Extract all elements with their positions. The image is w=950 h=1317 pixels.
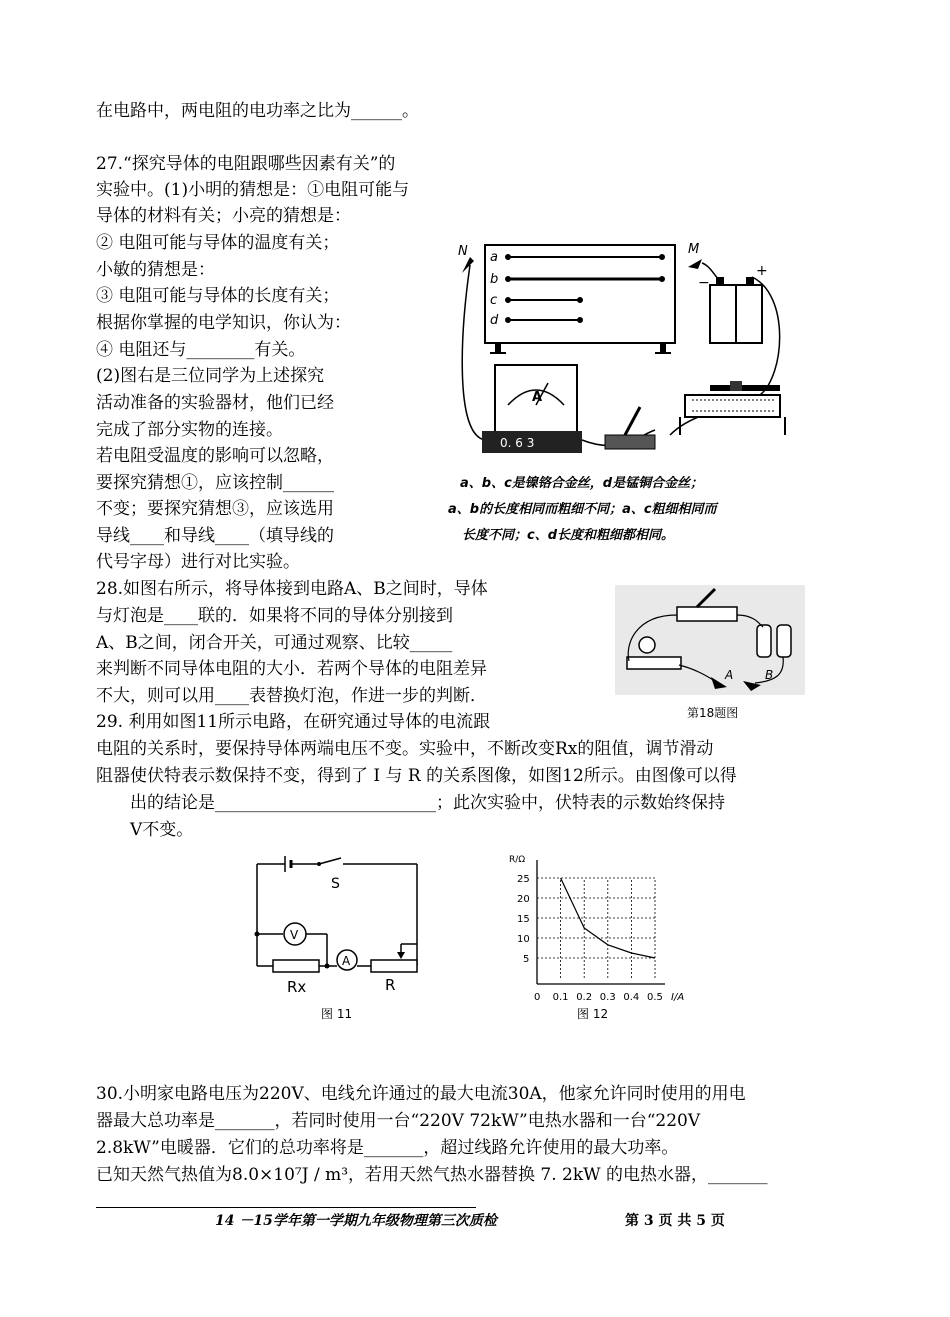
clip-label-m: M xyxy=(688,242,700,257)
x-tick-label: 0.4 xyxy=(623,992,640,1003)
figure-28-svg xyxy=(615,585,805,725)
ammeter-scale: 0. 6 3 xyxy=(500,436,535,450)
x-tick-label: 0.3 xyxy=(599,992,616,1003)
q30-line-3: 2.8kW”电暖器．它们的总功率将是_______，超过线路允许使用的最大功率。 xyxy=(96,1138,679,1158)
q28-line-2: 与灯泡是____联的．如果将不同的导体分别接到 xyxy=(96,606,453,626)
switch-blade xyxy=(319,858,341,864)
footer-rule xyxy=(96,1207,476,1208)
figure-28-circuit xyxy=(615,585,805,725)
q29-line-5: V不变。 xyxy=(130,820,194,840)
y-tick-label: 20 xyxy=(517,894,530,905)
clip-label-n: N xyxy=(458,244,468,259)
q27-line-15: 导线____和导线____（填导线的 xyxy=(96,526,334,546)
y-tick-label: 10 xyxy=(517,934,530,945)
q27-line-1: 27.“探究导体的电阻跟哪些因素有关”的 xyxy=(96,154,396,174)
q27-line-8: ④ 电阻还与________有关。 xyxy=(96,340,306,360)
q28-line-5: 不大，则可以用____表替换灯泡，作进一步的判断． xyxy=(96,686,487,706)
switch-label: S xyxy=(331,876,340,892)
wire-label-b: b xyxy=(490,272,499,287)
fig11-caption: 图 11 xyxy=(321,1007,353,1021)
wire-label-d: d xyxy=(490,313,499,328)
fig28-caption: 第18题图 xyxy=(687,706,739,720)
q28-line-1: 28.如图右所示，将导体接到电路A、B之间时，导体 xyxy=(96,579,488,599)
clip-n-icon xyxy=(462,257,474,273)
y-tick-label: 15 xyxy=(517,914,530,925)
rheostat-r xyxy=(371,960,417,972)
q27-line-16: 代号字母）进行对比实验。 xyxy=(96,552,300,572)
fig27-caption-3: 长度不同；c、d长度和粗细都相同。 xyxy=(462,528,675,543)
q27-line-10: 活动准备的实验器材，他们已经 xyxy=(96,393,334,413)
y-tick-label: 5 xyxy=(523,954,530,965)
x-tick-label: 0.5 xyxy=(647,992,663,1003)
q30-line-4: 已知天然气热值为8.0×10⁷J / m³，若用天然气热水器替换 7. 2kW 的电热水器，_______ xyxy=(96,1165,768,1185)
knife-switch-icon xyxy=(605,407,655,449)
y-axis-label: R/Ω xyxy=(509,855,526,865)
q30-line-2: 器最大总功率是_______，若同时使用一台“220V 72kW”电热水器和一台“220V xyxy=(96,1111,701,1131)
q27-line-11: 完成了部分实物的连接。 xyxy=(96,420,283,440)
q29-line-2: 电阻的关系时，要保持导体两端电压不变。实验中，不断改变Rx的阻值，调节滑动 xyxy=(96,739,714,759)
voltmeter-label: V xyxy=(290,928,299,942)
q29-line-1: 29. 利用如图11所示电路，在研究通过导体的电流跟 xyxy=(96,712,491,732)
clip-m-icon xyxy=(688,259,702,269)
r-label: R xyxy=(385,976,396,994)
figure-11-circuit xyxy=(245,848,435,1028)
fig28-label-a: A xyxy=(725,668,734,682)
fig27-caption-2: a、b的长度相同而粗细不同；a、c粗细相同而 xyxy=(448,502,717,517)
x-axis-label: I/A xyxy=(671,992,685,1003)
fig28-label-b: B xyxy=(765,668,774,682)
q27-line-2: 实验中。(1)小明的猜想是：①电阻可能与 xyxy=(96,180,410,200)
rheostat-icon xyxy=(680,381,785,435)
q27-line-4: ② 电阻可能与导体的温度有关； xyxy=(96,233,340,253)
text-line-0: 在电路中，两电阻的电功率之比为______。 xyxy=(96,101,419,121)
figure-27-svg xyxy=(440,235,820,555)
wire-label-a: a xyxy=(490,250,498,265)
wire-board xyxy=(485,245,675,343)
footer-title: 14 －15学年第一学期九年级物理第三次质检 xyxy=(215,1213,497,1229)
rx-label: Rx xyxy=(287,978,307,996)
resistor-rx xyxy=(273,960,319,972)
q27-line-12: 若电阻受温度的影响可以忽略， xyxy=(96,446,334,466)
svg-text:−: − xyxy=(698,275,710,291)
ammeter-label: A xyxy=(532,390,543,405)
q27-line-13: 要探究猜想①，应该控制______ xyxy=(96,473,334,493)
fig12-caption: 图 12 xyxy=(577,1007,609,1021)
figure-12-chart xyxy=(505,850,705,1030)
figure-27-apparatus xyxy=(440,235,820,555)
y-tick-label: 25 xyxy=(517,874,530,885)
page-number: 第 3 页 共 5 页 xyxy=(625,1213,725,1229)
x-tick-label: 0.1 xyxy=(552,992,569,1003)
x-tick-label: 0 xyxy=(534,992,541,1003)
svg-text:+: + xyxy=(756,263,768,279)
q27-line-7: 根据你掌握的电学知识，你认为： xyxy=(96,313,351,333)
figure-12-svg xyxy=(505,850,705,1030)
q30-line-1: 30.小明家电路电压为220V、电线允许通过的最大电流30A，他家允许同时使用的用电 xyxy=(96,1084,746,1104)
q27-line-6: ③ 电阻可能与导体的长度有关； xyxy=(96,286,340,306)
q27-line-9: (2)图右是三位同学为上述探究 xyxy=(96,366,325,386)
fig27-caption-1: a、b、c是镍铬合金丝，d是锰铜合金丝； xyxy=(460,476,704,491)
q29-line-4: 出的结论是__________________________；此次实验中，伏特表的示数始终保持 xyxy=(130,793,725,813)
ammeter-label: A xyxy=(342,954,351,968)
figure-11-svg xyxy=(245,848,435,1028)
x-tick-label: 0.2 xyxy=(576,992,593,1003)
q27-line-5: 小敏的猜想是： xyxy=(96,260,215,280)
q28-line-4: 来判断不同导体电阻的大小．若两个导体的电阻差异 xyxy=(96,659,487,679)
q28-line-3: A、B之间，闭合开关，可通过观察、比较_____ xyxy=(96,633,453,653)
wire-label-c: c xyxy=(490,293,498,308)
chart-grid xyxy=(537,878,655,978)
q27-line-3: 导体的材料有关；小亮的猜想是： xyxy=(96,206,351,226)
q27-line-14: 不变；要探究猜想③，应该选用 xyxy=(96,499,334,519)
q29-line-3: 阻器使伏特表示数保持不变，得到了 I 与 R 的关系图像，如图12所示。由图像可以得 xyxy=(96,766,737,786)
battery-icon xyxy=(698,263,768,343)
